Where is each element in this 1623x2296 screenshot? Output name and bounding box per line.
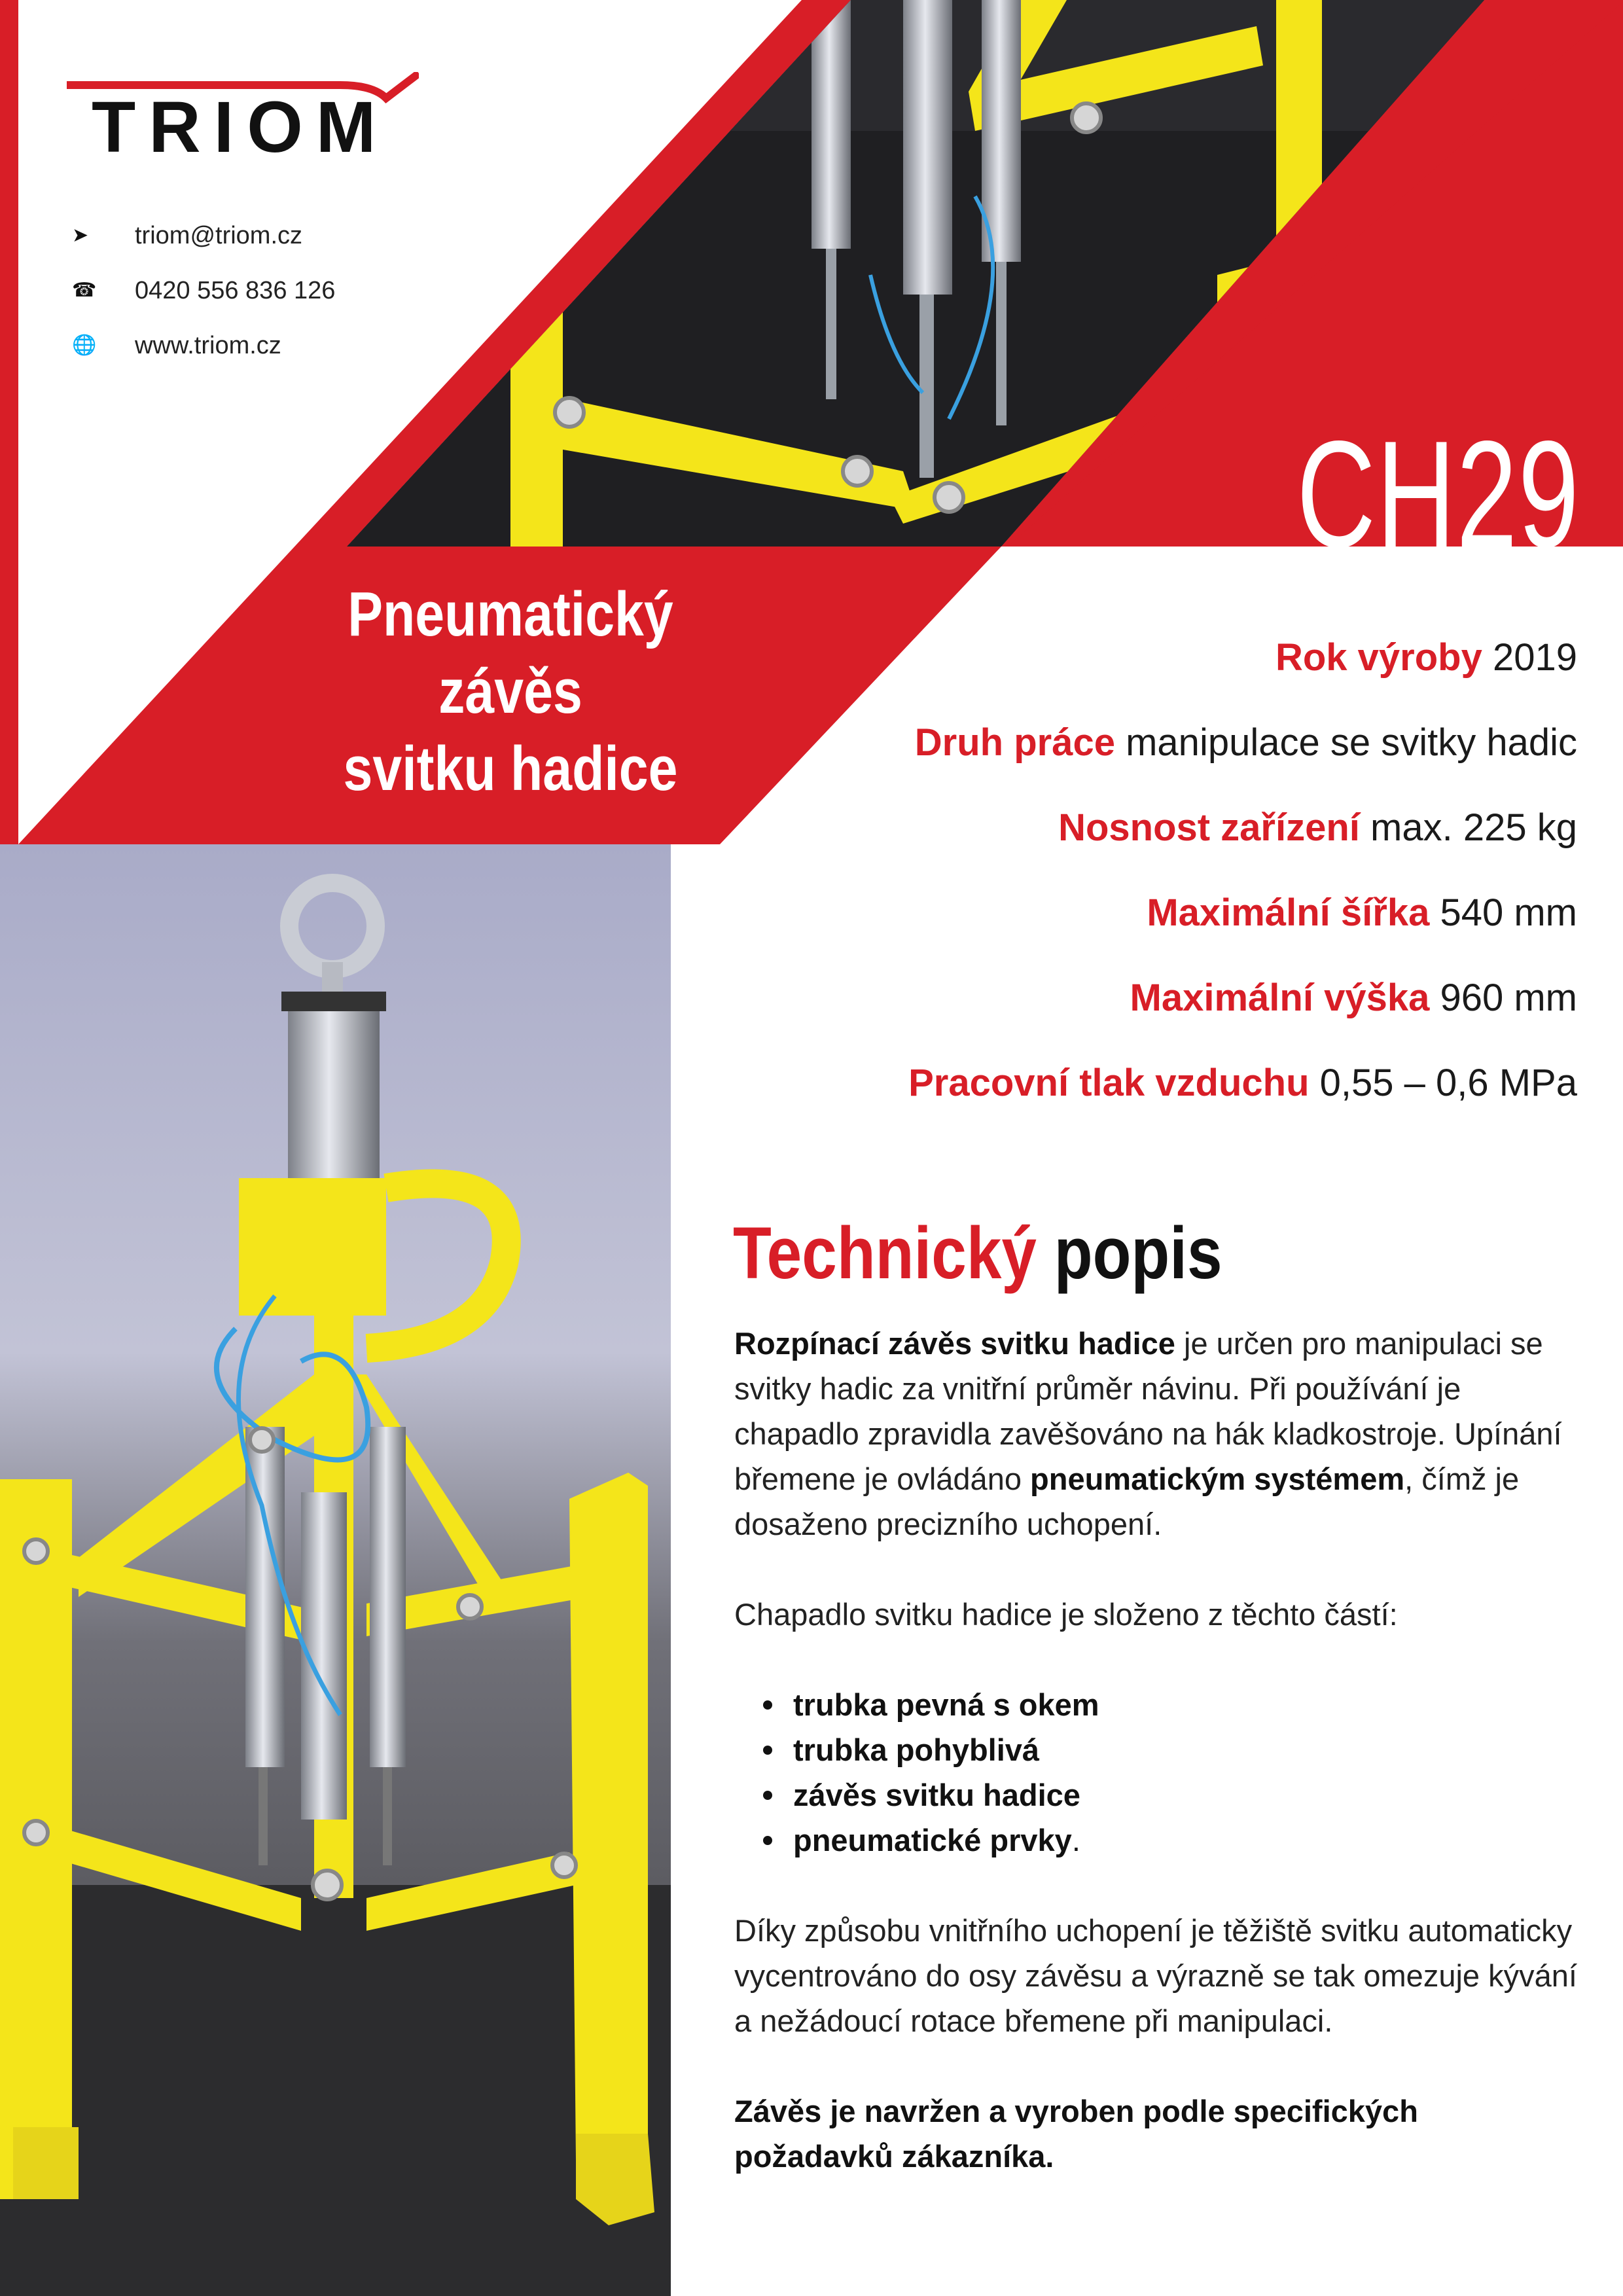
spec-value: 960 mm: [1440, 977, 1577, 1019]
spec-value: 0,55 – 0,6 MPa: [1319, 1062, 1577, 1104]
list-item-text: pneumatické prvky: [793, 1823, 1072, 1857]
list-item-text: trubka pohyblivá: [793, 1732, 1040, 1767]
triom-logo: [65, 72, 419, 168]
list-item: [793, 1772, 1585, 1818]
description-paragraph: Díky způsobu vnitřního uchopení je těžiště svitku automaticky vycentrováno do osy závěsu a výrazně se tak omezuje kývání a nežádoucí rotace břemene při manipulaci.: [734, 1913, 1577, 2038]
spec-row: [908, 700, 1577, 785]
bold-text: Závěs je navržen a vyroben podle specifických požadavků zákazníka.: [734, 2094, 1418, 2174]
contact-list: [72, 208, 335, 373]
bold-text: pneumatickým systémem: [1030, 1462, 1405, 1496]
spec-key: Druh práce: [914, 721, 1115, 764]
spec-key: Maximální šířka: [1147, 891, 1430, 934]
bold-text: Rozpínací závěs svitku hadice: [734, 1326, 1175, 1361]
logo-text: TRIOM: [92, 87, 389, 168]
spec-value: 2019: [1492, 636, 1577, 679]
product-headline: [340, 576, 681, 808]
list-item: [793, 1682, 1585, 1727]
list-item-text: trubka pevná s okem: [793, 1687, 1099, 1722]
spec-list: [908, 615, 1577, 1126]
contact-phone[interactable]: [72, 263, 335, 318]
tech-description: [734, 1321, 1585, 2224]
spec-value: manipulace se svitky hadic: [1126, 721, 1577, 764]
headline-line-1: Pneumatický: [348, 579, 673, 649]
spec-key: Rok výroby: [1275, 636, 1482, 679]
cursor-icon: ➤: [72, 224, 89, 246]
list-item: [793, 1818, 1585, 1863]
spec-row: [908, 956, 1577, 1041]
description-paragraph: Chapadlo svitku hadice je složeno z těchto částí:: [734, 1597, 1398, 1632]
globe-icon: 🌐: [72, 334, 97, 356]
spec-value: max. 225 kg: [1370, 806, 1577, 849]
closing-paragraph: [734, 2089, 1585, 2179]
left-red-strip: [0, 0, 18, 851]
parts-list: [734, 1682, 1585, 1863]
list-item: [793, 1727, 1585, 1772]
main-photo: [0, 844, 671, 2296]
text: , čímž je dosaženo precizního uchopení.: [734, 1462, 1520, 1541]
contact-web-text: www.triom.cz: [135, 332, 281, 359]
contact-phone-text: 0420 556 836 126: [135, 277, 336, 304]
spec-row: [908, 870, 1577, 956]
spec-row: [908, 1041, 1577, 1126]
spec-key: Maximální výška: [1130, 977, 1430, 1019]
tech-title-accent: Technický: [733, 1212, 1037, 1294]
text: je určen pro manipulaci se svitky hadic za vnitřní průměr návinu. Při používání je chapadlo zpravidla zavěšováno na hák kladkostroje. Upínání břemene je ovládáno: [734, 1326, 1562, 1496]
headline-line-2: závěs: [438, 656, 582, 726]
spec-row: [908, 615, 1577, 700]
list-item-text: závěs svitku hadice: [793, 1778, 1080, 1812]
tech-title-rest: popis: [1054, 1212, 1222, 1294]
phone-icon: ☎: [72, 279, 97, 301]
list-end-period: .: [1071, 1823, 1080, 1857]
tech-title: [733, 1211, 1222, 1295]
description-paragraph: [734, 1321, 1585, 1547]
model-code: CH29: [1296, 410, 1580, 579]
contact-email[interactable]: [72, 208, 335, 263]
spec-row: [908, 785, 1577, 870]
spec-key: Pracovní tlak vzduchu: [908, 1062, 1310, 1104]
headline-line-3: svitku hadice: [343, 734, 678, 804]
contact-email-text: triom@triom.cz: [135, 222, 303, 249]
contact-web[interactable]: [72, 318, 335, 373]
spec-value: 540 mm: [1440, 891, 1577, 934]
spec-key: Nosnost zařízení: [1058, 806, 1360, 849]
